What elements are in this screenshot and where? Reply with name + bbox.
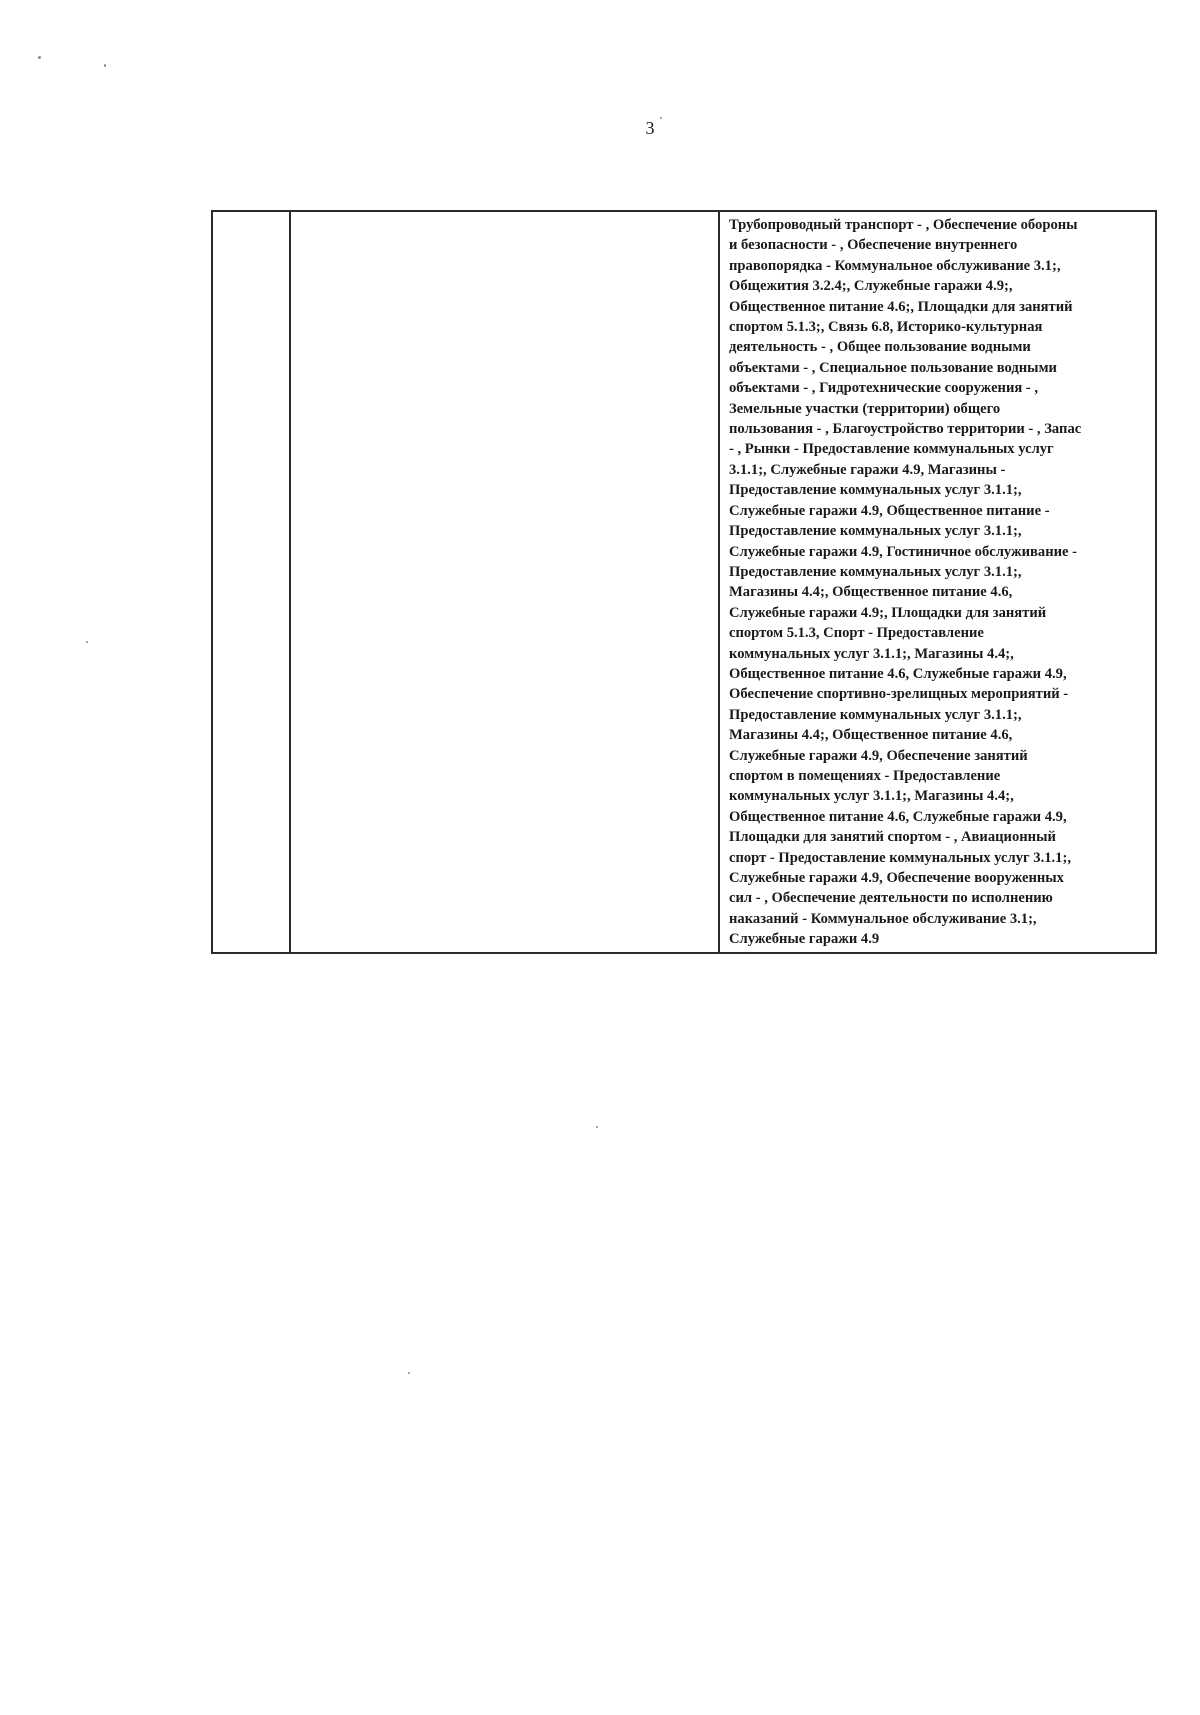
table-row bbox=[212, 211, 1156, 953]
text-line: объектами - , Специальное пользование водными bbox=[729, 359, 1057, 376]
text-line: коммунальных услуг 3.1.1;, Магазины 4.4;, bbox=[729, 788, 1014, 805]
table-cell-zone bbox=[290, 211, 719, 953]
text-line: Земельные участки (территории) общего bbox=[729, 400, 1001, 417]
text-line: Площадки для занятий спортом - , Авиационный bbox=[729, 829, 1056, 846]
text-line: Служебные гаражи 4.9, Гостиничное обслуживание - bbox=[729, 543, 1078, 560]
text-line: Общественное питание 4.6, Служебные гаражи 4.9, bbox=[729, 665, 1067, 682]
text-line: спортом 5.1.3, Спорт - Предоставление bbox=[729, 625, 984, 642]
text-line: коммунальных услуг 3.1.1;, Магазины 4.4;, bbox=[729, 645, 1014, 662]
permitted-uses-text bbox=[720, 212, 1155, 952]
text-line: Обеспечение спортивно-зрелищных мероприятий - bbox=[729, 686, 1069, 703]
text-line: Общественное питание 4.6, Служебные гаражи 4.9, bbox=[729, 808, 1067, 825]
table-cell-number bbox=[212, 211, 290, 953]
text-line: спорт - Предоставление коммунальных услуг 3.1.1;, bbox=[729, 849, 1071, 866]
scan-speck bbox=[104, 64, 106, 67]
text-line: Магазины 4.4;, Общественное питание 4.6, bbox=[729, 727, 1013, 744]
text-line: пользования - , Благоустройство территории - , Запас bbox=[729, 421, 1082, 438]
scan-speck bbox=[408, 1372, 410, 1374]
text-line: Общественное питание 4.6;, Площадки для занятий bbox=[729, 298, 1073, 315]
text-line: Магазины 4.4;, Общественное питание 4.6, bbox=[729, 584, 1013, 601]
text-line: правопорядка - Коммунальное обслуживание 3.1;, bbox=[729, 257, 1061, 274]
table-cell-permitted-uses bbox=[719, 211, 1156, 953]
text-line: и безопасности - , Обеспечение внутреннего bbox=[729, 237, 1018, 254]
text-line: наказаний - Коммунальное обслуживание 3.1;, bbox=[729, 910, 1037, 927]
text-line: объектами - , Гидротехнические сооружения - , bbox=[729, 380, 1039, 397]
text-line: Предоставление коммунальных услуг 3.1.1;, bbox=[729, 482, 1022, 499]
text-line: Служебные гаражи 4.9;, Площадки для занятий bbox=[729, 604, 1047, 621]
scan-speck bbox=[596, 1126, 598, 1128]
text-line: спортом в помещениях - Предоставление bbox=[729, 767, 1001, 784]
scan-speck bbox=[86, 641, 88, 643]
text-line: Предоставление коммунальных услуг 3.1.1;, bbox=[729, 706, 1022, 723]
text-line: Предоставление коммунальных услуг 3.1.1;, bbox=[729, 563, 1022, 580]
text-line: Служебные гаражи 4.9, Обеспечение вооруженных bbox=[729, 870, 1064, 886]
page-number: 3 bbox=[645, 118, 655, 138]
text-line: спортом 5.1.3;, Связь 6.8, Историко-культурная bbox=[729, 319, 1043, 336]
text-line: сил - , Обеспечение деятельности по исполнению bbox=[729, 890, 1053, 907]
text-line: Служебные гаражи 4.9, Обеспечение занятий bbox=[729, 747, 1028, 764]
scan-speck bbox=[660, 117, 662, 119]
text-line: Общежития 3.2.4;, Служебные гаражи 4.9;, bbox=[729, 278, 1013, 295]
text-line: деятельность - , Общее пользование водными bbox=[729, 339, 1031, 356]
text-line: 3.1.1;, Служебные гаражи 4.9, Магазины - bbox=[729, 461, 1006, 478]
text-line: Предоставление коммунальных услуг 3.1.1;, bbox=[729, 523, 1022, 540]
text-line: Служебные гаражи 4.9 bbox=[729, 931, 880, 948]
text-line: Трубопроводный транспорт - , Обеспечение обороны bbox=[729, 217, 1078, 233]
scan-speck bbox=[38, 56, 41, 59]
land-use-table bbox=[211, 210, 1157, 954]
text-line: Служебные гаражи 4.9, Общественное питание - bbox=[729, 502, 1050, 519]
text-line: - , Рынки - Предоставление коммунальных услуг bbox=[729, 441, 1054, 458]
